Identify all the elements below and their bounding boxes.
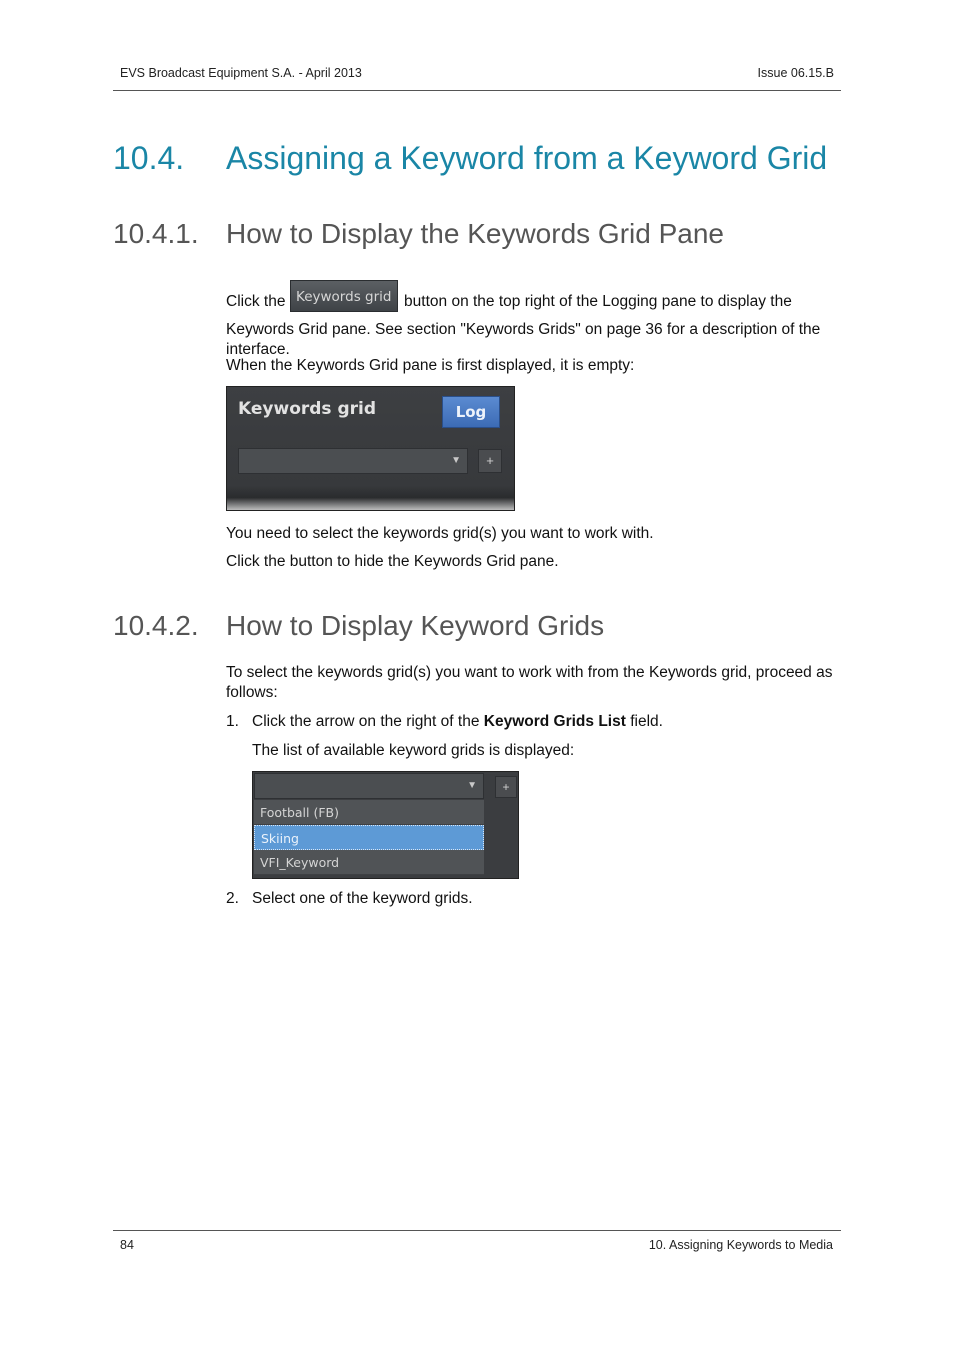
subsection-number-1: 10.4.1. (113, 218, 199, 249)
subsection-title-2: How to Display Keyword Grids (226, 610, 605, 641)
step-1-field-name: Keyword Grids List (483, 713, 626, 730)
subsection-title-1: How to Display the Keywords Grid Pane (226, 218, 724, 249)
step-2-number: 2. (226, 890, 239, 907)
list-item: Football (FB) (254, 800, 484, 825)
paragraph-hide-pane: Click the button to hide the Keywords Grid pane. (226, 553, 559, 570)
add-grid-button: + (495, 776, 517, 798)
list-item-selected: Skiing (254, 825, 484, 850)
header-rule (113, 90, 841, 91)
header-right: Issue 06.15.B (757, 66, 834, 80)
header-left: EVS Broadcast Equipment S.A. - April 2013 (120, 66, 362, 80)
section-heading (113, 140, 827, 177)
keyword-grids-list-dropdown (238, 448, 468, 474)
pane-title: Keywords grid (238, 399, 377, 419)
log-button: Log (442, 396, 500, 428)
paragraph-intro: To select the keywords grid(s) you want to work with from the Keywords grid, proceed as follows: (226, 664, 833, 701)
keyword-grids-list-screenshot (252, 771, 519, 879)
keyword-grids-list-dropdown-open (254, 773, 484, 799)
subsection-number-2: 10.4.2. (113, 610, 199, 641)
subsection-heading-1 (113, 218, 724, 250)
step-2-text: Select one of the keyword grids. (252, 890, 473, 907)
footer-chapter: 10. Assigning Keywords to Media (648, 1238, 833, 1252)
text-button-description: button on the top right of the Logging pane to display the Keywords Grid pane. See section "Keywords Grids" on page 36 for a description of the interface. (226, 293, 821, 358)
step-1-number: 1. (226, 713, 239, 730)
page-number: 84 (120, 1238, 134, 1252)
step-1-before: Click the arrow on the right of the (252, 713, 484, 730)
paragraph-select-grids: You need to select the keywords grid(s) you want to work with. (226, 525, 654, 542)
paragraph-click-keywords-grid (226, 288, 838, 360)
subsection-heading-2 (113, 610, 604, 642)
add-grid-button: + (478, 449, 502, 473)
paragraph-first-displayed: When the Keywords Grid pane is first displayed, it is empty: (226, 357, 635, 374)
footer-rule (113, 1230, 841, 1231)
keyword-grids-options (254, 800, 484, 875)
list-item: VFI_Keyword (254, 850, 484, 875)
dropdown-arrow-icon: ▼ (467, 780, 477, 791)
step-1-after: field. (625, 713, 663, 730)
step-1-text (252, 712, 663, 732)
keywords-grid-pane-screenshot (226, 386, 515, 511)
text-click-the: Click the (226, 293, 290, 310)
step-1-result: The list of available keyword grids is displayed: (252, 742, 575, 759)
section-title: Assigning a Keyword from a Keyword Grid (226, 140, 828, 176)
keywords-grid-button-image: Keywords grid (290, 280, 398, 312)
dropdown-arrow-icon: ▼ (451, 455, 461, 466)
section-number: 10.4. (113, 140, 185, 176)
